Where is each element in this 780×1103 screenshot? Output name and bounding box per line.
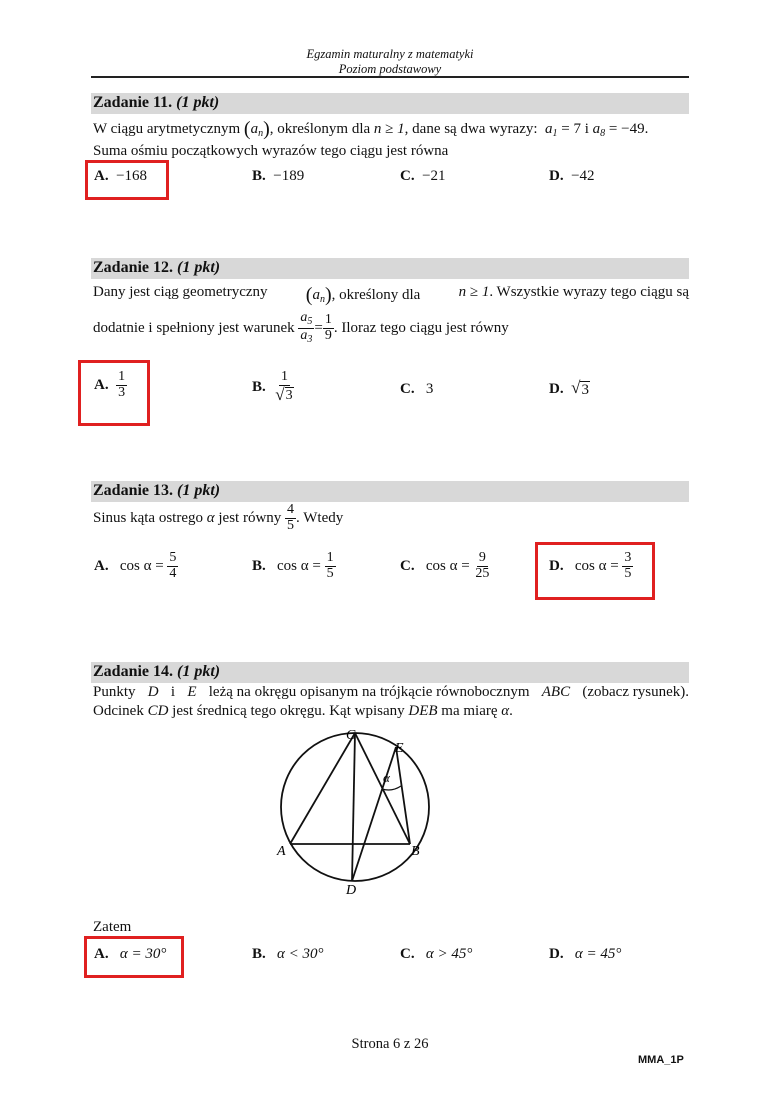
option-letter: D. [549,557,564,574]
task-13-points: (1 pkt) [177,482,221,499]
task-14-l2-b: jest średnicą tego okręgu. Kąt wpisany [172,703,405,719]
chord-ed [352,747,396,881]
option-letter: C. [400,557,415,574]
task-11-option-d[interactable] [549,168,595,185]
circle-triangle-figure [270,722,460,902]
task-11-option-a[interactable] [94,168,147,185]
task-11-a8-sub: 8 [600,128,606,139]
task-11-text-c: , dane są dwa wyrazy: [404,121,538,137]
task-14-l1-d: (zobacz rysunek). [582,684,689,700]
option-fraction [473,551,491,581]
task-11-option-b[interactable] [252,168,304,185]
task-11-a1-sub: 1 [552,128,558,139]
option-value: −42 [571,168,595,184]
task-14-triangle: ABC [541,684,571,700]
frac-den: 5 [287,517,295,533]
frac-den: 3 [118,384,126,400]
option-letter: A. [94,168,109,184]
task-14-zatem: Zatem [93,919,132,935]
option-letter: B. [252,946,266,962]
task-11-number: Zadanie 11. [93,94,173,111]
task-14-line2 [93,703,513,720]
task-14-segment: CD [147,703,169,719]
task-13-option-d[interactable] [549,551,633,581]
task-12-number: Zadanie 12. [93,259,174,276]
task-11-text-a: W ciągu arytmetycznym [93,121,241,137]
sqrt: √ 3 [275,384,293,404]
task-12-option-c[interactable] [400,381,433,398]
task-14-option-c[interactable] [400,946,472,963]
frac-num: 5 [169,550,177,565]
option-letter: A. [94,557,109,574]
task-13-text-b: jest równy [218,509,282,526]
option-letter: D. [549,946,564,962]
sqrt-arg: 3 [285,388,293,404]
option-value: −189 [273,168,305,184]
task-12-points: (1 pkt) [177,259,221,276]
frac-den: 25 [475,565,490,581]
task-11-points: (1 pkt) [176,94,220,111]
option-letter: B. [252,168,266,184]
frac-num: 3 [624,550,632,565]
task-12-seq-sub: n [319,294,325,305]
task-14-line1 [93,684,689,701]
task-13-text-a: Sinus kąta ostrego [93,509,203,526]
option-value: α < 30° [277,946,324,962]
diameter-cd [352,733,355,881]
task-11-seq-sub: n [258,128,264,139]
task-14-l2-end: . [509,703,513,719]
task-12-text-e: . Iloraz tego ciągu jest równy [333,319,509,336]
header-rule [91,76,689,78]
frac-den: a [300,327,308,343]
task-14-l2-a: Odcinek [93,703,144,719]
task-12-text-b: , określony dla [331,287,421,303]
frac-num: 1 [118,369,126,384]
frac-den: 5 [326,565,334,581]
angle-arc [382,786,401,790]
option-letter: A. [94,376,109,393]
exam-title: Egzamin maturalny z matematyki [306,47,474,61]
frac-num: a [300,310,308,325]
option-fraction [116,370,127,400]
label-a: A [277,844,286,859]
task-11-seq: a [250,121,259,137]
task-11-line1: W ciągu arytmetycznym $(a_n)$, określonym dla n ≥ 1, dane są dwa wyrazy: $a_1 = 7$ i $a_8 = -49$. [93,118,649,140]
option-value: −21 [422,168,446,184]
option-expr: cos α = [574,557,619,574]
task-14-l1-a: Punkty [93,684,136,700]
task-11-option-c[interactable] [400,168,446,185]
task-12-option-d[interactable] [549,378,590,398]
task-14-number: Zadanie 14. [93,663,174,680]
task-14-angle: DEB [408,703,438,719]
task-12-line1: Dany jest ciąg geometryczny $(a_n)$, określony dla n ≥ 1. Wszystkie wyrazy tego ciągu są [93,284,689,306]
task-14-option-a[interactable] [94,946,166,963]
task-13-option-b[interactable] [252,551,336,581]
option-letter: C. [400,381,415,397]
label-e: E [395,741,404,756]
task-11-line2: Suma ośmiu początkowych wyrazów tego ciągu jest równa [93,143,449,159]
label-b: B [411,844,420,859]
task-14-l1-c: leżą na okręgu opisanym na trójkącie równobocznym [208,684,530,700]
task-11-conj: i [584,121,589,137]
task-11-header [91,93,689,114]
task-12-rhs-fraction [323,313,334,343]
option-letter: B. [252,557,266,574]
option-expr: cos α = [277,557,321,574]
task-12-text-a: Dany jest ciąg geometryczny [93,284,268,300]
task-12-header [91,258,689,279]
option-value: α = 45° [574,946,622,962]
option-letter: D. [549,168,564,184]
task-11-a1-val: = 7 [561,121,581,137]
task-11-a8-val: = −49. [608,121,649,137]
task-12-seq: a [312,287,320,303]
option-fraction [325,551,336,581]
option-expr: cos α = [425,557,470,574]
option-value: α = 30° [119,946,167,962]
frac-num: 1 [280,369,288,384]
frac-num-sub: 5 [307,316,313,327]
task-13-sine-fraction [285,503,296,533]
option-fraction [273,370,295,404]
task-14-points: (1 pkt) [177,663,221,680]
option-letter: B. [252,378,266,395]
option-expr: cos α = [119,557,164,574]
task-12-option-b[interactable] [252,370,296,404]
task-11-cond: n ≥ 1 [373,121,405,137]
sqrt: √ 3 [571,378,589,398]
task-13-line1 [93,503,343,533]
label-c: C [346,728,356,743]
task-13-option-c[interactable] [400,551,491,581]
task-12-eq: = [314,319,323,336]
rhs-den: 9 [324,327,332,343]
sqrt-arg: 3 [581,381,589,398]
task-11-a1: a [545,121,553,137]
task-14-l1-b: i [170,684,176,700]
option-fraction [167,551,178,581]
task-12-ratio-fraction [298,311,314,345]
exam-code: MMA_1P [638,1054,684,1066]
side-ca [290,733,355,844]
task-14-l2-c: ma miarę [441,703,498,719]
label-alpha: α [383,770,390,785]
option-letter: D. [549,381,564,397]
rhs-num: 1 [324,311,332,327]
task-14-header [91,662,689,683]
option-value: 3 [425,381,434,397]
task-13-number: Zadanie 13. [93,482,174,499]
frac-den-sub: 3 [307,333,313,345]
option-fraction [622,551,633,581]
exam-level: Poziom podstawowy [338,62,442,76]
frac-num: 1 [326,550,334,565]
frac-num: 9 [478,550,486,565]
task-12-text-d: dodatnie i spełniony jest warunek [93,319,295,336]
task-14-point-d: D [147,684,159,700]
task-13-header [91,481,689,502]
task-13-option-a[interactable] [94,551,178,581]
label-d: D [346,883,357,898]
task-14-point-e: E [187,684,197,700]
task-12-line2 [93,311,509,345]
option-value: −168 [116,168,148,184]
option-value: α > 45° [425,946,473,962]
task-13-alpha: α [206,509,215,526]
task-12-cond: n ≥ 1 [458,284,490,300]
task-14-option-d[interactable] [549,946,621,963]
frac-num: 4 [287,502,295,517]
task-12-option-a[interactable] [94,370,127,400]
option-letter: C. [400,946,415,962]
task-11-a8: a [592,121,601,137]
task-14-option-b[interactable] [252,946,324,963]
task-13-text-c: . Wtedy [296,509,344,526]
task-14-alpha: α [501,703,510,719]
page-number: Strona 6 z 26 [351,1036,429,1052]
frac-den: 5 [624,565,632,581]
task-12-text-c: . Wszystkie wyrazy tego ciągu są [489,284,689,300]
option-letter: C. [400,168,415,184]
frac-den: 4 [169,565,177,581]
option-letter: A. [94,946,109,962]
task-11-text-b: , określonym dla [269,121,371,137]
